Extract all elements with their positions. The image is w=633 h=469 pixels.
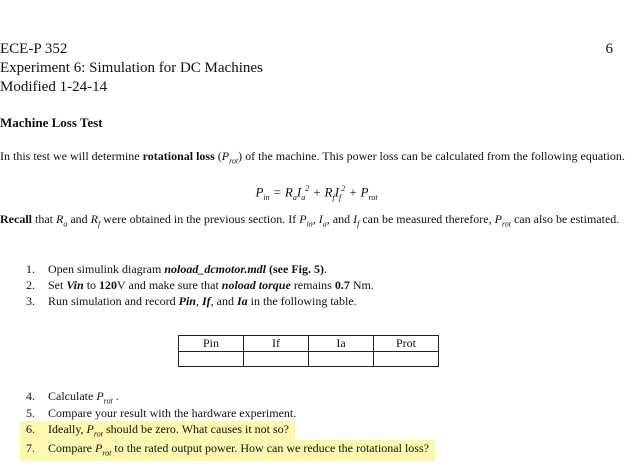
table-cell [309,352,374,367]
power-equation: $P_{in} = R_aI_a^2 + R_fI_f^2 + P_{rot}$ [255,184,378,202]
step-1: 1. Open simulink diagram noload_dcmotor.mdl (see Fig. 5). [26,262,327,276]
intro-paragraph: In this test we will determine rotational loss $(P_{rot})$ of the machine. This power loss can be calculated from the following equation. [0,149,625,166]
table-cell [244,352,309,367]
modified-date: Modified 1-24-14 [0,79,108,95]
step-2: 2. Set Vin to 120V and make sure that noload torque remains 0.7 Nm. [26,278,374,292]
experiment-title: Experiment 6: Simulation for DC Machines [0,60,263,76]
course-code: ECE-P 352 [0,41,68,57]
step-3: 3. Run simulation and record Pin, If, and Ia in the following table. [26,294,357,308]
step-6-highlighted: 6. Ideally, $P_{rot}$ should be zero. What causes it not so? [20,421,295,442]
table-cell [179,352,244,367]
table-row [179,352,439,367]
measurement-table [178,335,439,367]
step-5: 5. Compare your result with the hardware experiment. [26,406,297,420]
table-cell [374,352,439,367]
table-header-cell: Ia [309,336,374,352]
table-header-cell: If [244,336,309,352]
page-number: 6 [605,41,613,57]
table-header-row [179,336,439,352]
table-header-cell: Prot [374,336,439,352]
step-4: 4. Calculate $P_{rot}$ . [26,389,119,406]
step-7-highlighted: 7. Compare $P_{rot}$ to the rated output power. How can we reduce the rotational loss? [20,440,435,461]
table-header-cell: Pin [179,336,244,352]
section-title: Machine Loss Test [0,115,103,130]
recall-paragraph: Recall that $R_a$ and $R_f$ were obtained in the previous section. If $P_{in}$, $I_a$, and $I_f$ can be measured therefore, $P_{rot}$ can also be estimated. [0,212,620,229]
